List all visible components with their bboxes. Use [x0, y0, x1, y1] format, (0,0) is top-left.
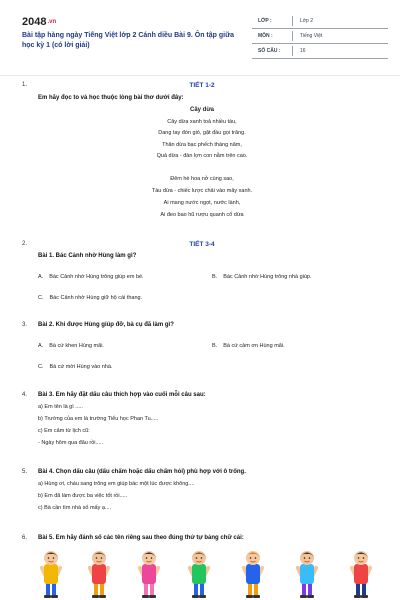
question-3: [16, 322, 388, 377]
question-1: [16, 82, 388, 227]
answer-line: a) Hùng ơi, cháu sang trông em giúp bác một lúc được không....: [38, 481, 195, 487]
meta-key: SỐ CÂU :: [258, 48, 281, 54]
document-title: Bài tập hàng ngày Tiếng Việt lớp 2 Cánh diều Bài 9. Ôn tập giữa học kỳ 1 (có lời giải): [22, 32, 235, 49]
meta-key: LỚP :: [258, 18, 272, 24]
option-text: Bác Cảnh nhờ Hùng giữ hộ cái thang.: [49, 295, 143, 301]
question-text: Bài 5. Em hãy đánh số các tên riêng sau theo đúng thứ tự bảng chữ cái:: [38, 535, 244, 541]
document-header: [16, 12, 388, 64]
question-number: 3.: [22, 322, 28, 328]
child-figure: [292, 548, 322, 600]
child-figure: [84, 548, 114, 600]
question-text: Bài 4. Chọn dấu câu (dấu chấm hoặc dấu chấm hỏi) phù hợp với ô trống.: [38, 469, 246, 475]
question-number: 5.: [22, 469, 28, 475]
poem-title: Cây dừa: [189, 107, 215, 113]
question-4: [16, 392, 388, 452]
poem-line: Quả dừa - đàn lợn con nằm trên cao.: [156, 153, 248, 159]
brand-name: 2048: [22, 16, 47, 28]
meta-row-class: [252, 14, 388, 29]
question-text: Em hãy đọc to và học thuộc lòng bài thơ dưới đây:: [38, 95, 184, 101]
answer-line: c) Bà cần tìm nhà số mấy ạ....: [38, 505, 112, 511]
question-text: Bài 3. Em hãy đặt dấu câu thích hợp vào cuối mỗi câu sau:: [38, 392, 206, 398]
option-b[interactable]: [212, 274, 312, 280]
answer-line: b) Em đã làm được ba việc tốt rồi.....: [38, 493, 128, 499]
option-text: Bác Cảnh nhờ Hùng trông nhà giúp.: [223, 274, 312, 280]
option-c[interactable]: [38, 295, 142, 301]
option-text: Bác Cảnh nhờ Hùng trông giúp em bé.: [49, 274, 144, 280]
child-figure: [134, 548, 164, 600]
option-text: Bà cứ khen Hùng mãi.: [49, 343, 104, 349]
option-b[interactable]: [212, 343, 285, 349]
poem-line: Cây dừa xanh toả nhiều tàu,: [167, 119, 237, 125]
answer-line: - Ngày hôm qua đâu rồi.....: [38, 440, 104, 446]
question-number: 6.: [22, 535, 28, 541]
option-label: B.: [212, 274, 218, 280]
meta-table: [252, 14, 388, 59]
meta-row-count: [252, 44, 388, 59]
option-a[interactable]: [38, 343, 104, 349]
option-a[interactable]: [38, 274, 144, 280]
poem-line: Thân dừa bạc phếch tháng năm,: [162, 142, 242, 148]
option-text: Bà cứ cảm ơn Hùng mãi.: [223, 343, 285, 349]
meta-divider: [292, 46, 293, 56]
meta-value: Tiếng Việt: [300, 33, 323, 39]
child-figure: [36, 548, 66, 600]
child-figure: [346, 548, 376, 600]
answer-line: c) Em cảm từ lịch cũ:: [38, 428, 90, 434]
meta-row-subject: [252, 29, 388, 44]
question-text: Bài 1. Bác Cảnh nhờ Hùng làm gì?: [38, 253, 137, 259]
question-6: [16, 535, 388, 547]
meta-value: 16: [300, 48, 306, 54]
option-text: Bà cứ mời Hùng vào nhà.: [49, 364, 113, 370]
brand-logo[interactable]: [22, 16, 56, 28]
meta-divider: [292, 16, 293, 26]
question-number: 4.: [22, 392, 28, 398]
poem-line: Ai đeo bao hũ rượu quanh cổ dừa: [160, 212, 244, 218]
meta-value: Lớp 2: [300, 18, 314, 24]
child-figure: [238, 548, 268, 600]
option-c[interactable]: [38, 364, 112, 370]
question-5: [16, 469, 388, 517]
option-label: C.: [38, 295, 44, 301]
option-label: B.: [212, 343, 218, 349]
option-label: A.: [38, 274, 44, 280]
section-title: TIẾT 1-2: [189, 82, 215, 89]
brand-suffix: .vn: [47, 19, 57, 26]
poem-line: Ai mang nước ngọt, nước lành,: [163, 200, 241, 206]
question-text: Bài 2. Khi được Hùng giúp đỡ, bà cụ đã làm gì?: [38, 322, 174, 328]
option-label: A.: [38, 343, 44, 349]
answer-line: a) Em tên là gì .....: [38, 404, 83, 410]
question-2: [16, 241, 388, 311]
question-number: 2.: [22, 241, 28, 247]
poem-line: Đêm hè hoa nở cùng sao,: [170, 176, 234, 182]
poem-line: Tàu dừa - chiếc lược chải vào mây xanh.: [151, 188, 253, 194]
children-illustration: [36, 548, 386, 600]
question-number: 1.: [22, 82, 28, 88]
child-figure: [184, 548, 214, 600]
answer-line: b) Trường của em là trường Tiểu học Phan Tu.....: [38, 416, 159, 422]
section-title: TIẾT 3-4: [189, 241, 215, 248]
meta-divider: [292, 31, 293, 41]
option-label: C.: [38, 364, 44, 370]
meta-key: MÔN :: [258, 33, 273, 39]
header-divider: [0, 75, 400, 76]
poem-line: Dang tay đón gió, gật đầu gọi trăng.: [158, 130, 246, 136]
